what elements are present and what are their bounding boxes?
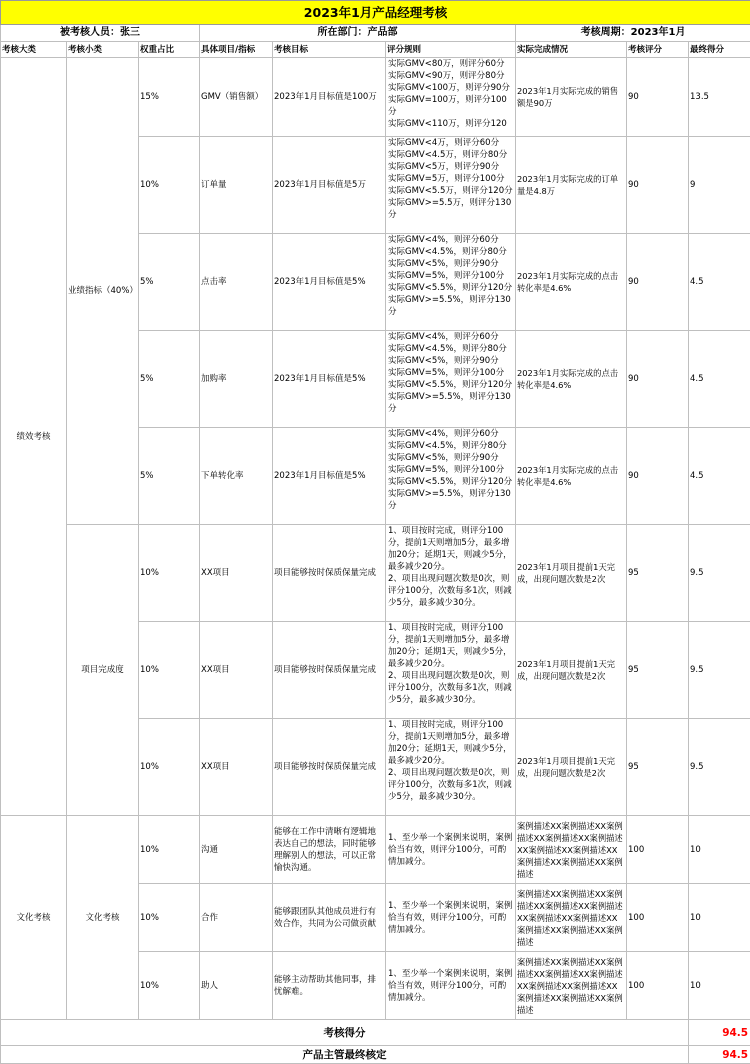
target-cell: 2023年1月目标值是100万 [273, 58, 386, 137]
item-cell: 订单量 [200, 137, 273, 234]
rules-cell: 1、至少举一个案例来说明，案例恰当有效，则评分100分，可酌情加减分。 [386, 952, 516, 1020]
total-score-label: 考核得分 [1, 1020, 689, 1046]
table-row [1, 525, 750, 622]
final-approval-label: 产品主管最终核定 [1, 1046, 689, 1064]
actual-cell: 2023年1月项目提前1天完成，出现问题次数是2次 [516, 525, 627, 622]
rules-cell: 实际GMV<80万，则评分60分 实际GMV<90万，则评分80分 实际GMV<100万，则评分90分 实际GMV=100万，则评分100分 实际GMV<110万，则评分120 [386, 58, 516, 137]
rules-cell: 1、项目按时完成，则评分100分，提前1天则增加5分，最多增加20分；延期1天，则减少5分，最多减少20分。 2、项目出现问题次数是0次，则评分100分，次数每多1次，则减少5分，最多减少30分。 [386, 719, 516, 816]
header-final: 最终得分 [689, 42, 750, 58]
header-subcategory: 考核小类 [67, 42, 139, 58]
actual-cell: 2023年1月实际完成的点击转化率是4.6% [516, 331, 627, 428]
weight-cell: 10% [139, 884, 200, 952]
score-cell: 95 [627, 622, 689, 719]
item-cell: GMV（销售额） [200, 58, 273, 137]
score-cell: 90 [627, 137, 689, 234]
score-cell: 95 [627, 525, 689, 622]
weight-cell: 10% [139, 719, 200, 816]
weight-cell: 10% [139, 525, 200, 622]
final-cell: 9.5 [689, 622, 750, 719]
header-rules: 评分规则 [386, 42, 516, 58]
table-row [1, 816, 750, 884]
final-cell: 4.5 [689, 234, 750, 331]
actual-cell: 案例描述XX案例描述XX案例描述XX案例描述XX案例描述XX案例描述XX案例描述XX案例描述XX案例描述XX案例描述 [516, 952, 627, 1020]
score-cell: 90 [627, 58, 689, 137]
header-actual: 实际完成情况 [516, 42, 627, 58]
actual-cell: 2023年1月实际完成的订单量是4.8万 [516, 137, 627, 234]
weight-cell: 10% [139, 952, 200, 1020]
final-cell: 9.5 [689, 719, 750, 816]
target-cell: 能够在工作中清晰有逻辑地表达自己的想法，同时能够理解别人的想法，可以正常愉快沟通。 [273, 816, 386, 884]
subcategory-culture: 文化考核 [67, 816, 139, 1020]
final-cell: 9 [689, 137, 750, 234]
item-cell: 下单转化率 [200, 428, 273, 525]
item-cell: 助人 [200, 952, 273, 1020]
actual-cell: 2023年1月实际完成的点击转化率是4.6% [516, 234, 627, 331]
score-cell: 95 [627, 719, 689, 816]
actual-cell: 案例描述XX案例描述XX案例描述XX案例描述XX案例描述XX案例描述XX案例描述XX案例描述XX案例描述XX案例描述 [516, 816, 627, 884]
page-title: 2023年1月产品经理考核 [1, 1, 750, 25]
rules-cell: 1、项目按时完成，则评分100分，提前1天则增加5分，最多增加20分；延期1天，则减少5分，最多减少20分。 2、项目出现问题次数是0次，则评分100分，次数每多1次，则减少5分，最多减少30分。 [386, 622, 516, 719]
weight-cell: 5% [139, 428, 200, 525]
item-cell: XX项目 [200, 719, 273, 816]
period-label: 考核周期：2023年1月 [516, 25, 750, 42]
weight-cell: 5% [139, 331, 200, 428]
final-cell: 10 [689, 816, 750, 884]
weight-cell: 15% [139, 58, 200, 137]
weight-cell: 10% [139, 622, 200, 719]
rules-cell: 实际GMV<4%，则评分60分 实际GMV<4.5%，则评分80分 实际GMV<5%，则评分90分 实际GMV=5%，则评分100分 实际GMV<5.5%，则评分120分 实际GMV>=5.5%，则评分130分 [386, 428, 516, 525]
final-cell: 4.5 [689, 331, 750, 428]
actual-cell: 案例描述XX案例描述XX案例描述XX案例描述XX案例描述XX案例描述XX案例描述XX案例描述XX案例描述XX案例描述 [516, 884, 627, 952]
final-cell: 10 [689, 884, 750, 952]
rules-cell: 1、至少举一个案例来说明，案例恰当有效，则评分100分，可酌情加减分。 [386, 816, 516, 884]
rules-cell: 实际GMV<4%，则评分60分 实际GMV<4.5%，则评分80分 实际GMV<5%，则评分90分 实际GMV=5%，则评分100分 实际GMV<5.5%，则评分120分 实际GMV>=5.5%，则评分130分 [386, 331, 516, 428]
header-item: 具体项目/指标 [200, 42, 273, 58]
weight-cell: 5% [139, 234, 200, 331]
target-cell: 2023年1月目标值是5% [273, 234, 386, 331]
rules-cell: 1、项目按时完成，则评分100分，提前1天则增加5分，最多增加20分；延期1天，则减少5分，最多减少20分。 2、项目出现问题次数是0次，则评分100分，次数每多1次，则减少5分，最多减少30分。 [386, 525, 516, 622]
department-label: 所在部门：产品部 [200, 25, 516, 42]
score-cell: 100 [627, 884, 689, 952]
subcategory-project: 项目完成度 [67, 525, 139, 816]
target-cell: 项目能够按时保质保量完成 [273, 525, 386, 622]
score-cell: 90 [627, 331, 689, 428]
item-cell: XX项目 [200, 622, 273, 719]
final-cell: 4.5 [689, 428, 750, 525]
weight-cell: 10% [139, 816, 200, 884]
header-category: 考核大类 [1, 42, 67, 58]
rules-cell: 实际GMV<4%，则评分60分 实际GMV<4.5%，则评分80分 实际GMV<5%，则评分90分 实际GMV=5%，则评分100分 实际GMV<5.5%，则评分120分 实际GMV>=5.5%，则评分130分 [386, 234, 516, 331]
actual-cell: 2023年1月实际完成的销售额是90万 [516, 58, 627, 137]
header-weight: 权重占比 [139, 42, 200, 58]
score-cell: 90 [627, 234, 689, 331]
target-cell: 能够跟团队其他成员进行有效合作，共同为公司做贡献 [273, 884, 386, 952]
final-cell: 9.5 [689, 525, 750, 622]
item-cell: 点击率 [200, 234, 273, 331]
target-cell: 2023年1月目标值是5万 [273, 137, 386, 234]
weight-cell: 10% [139, 137, 200, 234]
category-performance: 绩效考核 [1, 58, 67, 816]
item-cell: XX项目 [200, 525, 273, 622]
actual-cell: 2023年1月项目提前1天完成，出现问题次数是2次 [516, 719, 627, 816]
target-cell: 能够主动帮助其他同事，排忧解难。 [273, 952, 386, 1020]
item-cell: 沟通 [200, 816, 273, 884]
target-cell: 项目能够按时保质保量完成 [273, 622, 386, 719]
rules-cell: 实际GMV<4万，则评分60分 实际GMV<4.5万，则评分80分 实际GMV<5万，则评分90分 实际GMV=5万，则评分100分 实际GMV<5.5万，则评分120分 实际GMV>=5.5万，则评分130分 [386, 137, 516, 234]
score-cell: 90 [627, 428, 689, 525]
final-approval-value: 94.5 [689, 1046, 750, 1064]
score-cell: 100 [627, 952, 689, 1020]
target-cell: 2023年1月目标值是5% [273, 331, 386, 428]
header-target: 考核目标 [273, 42, 386, 58]
item-cell: 合作 [200, 884, 273, 952]
target-cell: 项目能够按时保质保量完成 [273, 719, 386, 816]
item-cell: 加购率 [200, 331, 273, 428]
target-cell: 2023年1月目标值是5% [273, 428, 386, 525]
rules-cell: 1、至少举一个案例来说明，案例恰当有效，则评分100分，可酌情加减分。 [386, 884, 516, 952]
actual-cell: 2023年1月实际完成的点击转化率是4.6% [516, 428, 627, 525]
subcategory-kpi: 业绩指标（40%） [67, 58, 139, 525]
total-score-value: 94.5 [689, 1020, 750, 1046]
assessee-label: 被考核人员：张三 [1, 25, 200, 42]
header-score: 考核评分 [627, 42, 689, 58]
category-culture: 文化考核 [1, 816, 67, 1020]
actual-cell: 2023年1月项目提前1天完成，出现问题次数是2次 [516, 622, 627, 719]
table-row [1, 58, 750, 137]
score-cell: 100 [627, 816, 689, 884]
final-cell: 13.5 [689, 58, 750, 137]
final-cell: 10 [689, 952, 750, 1020]
